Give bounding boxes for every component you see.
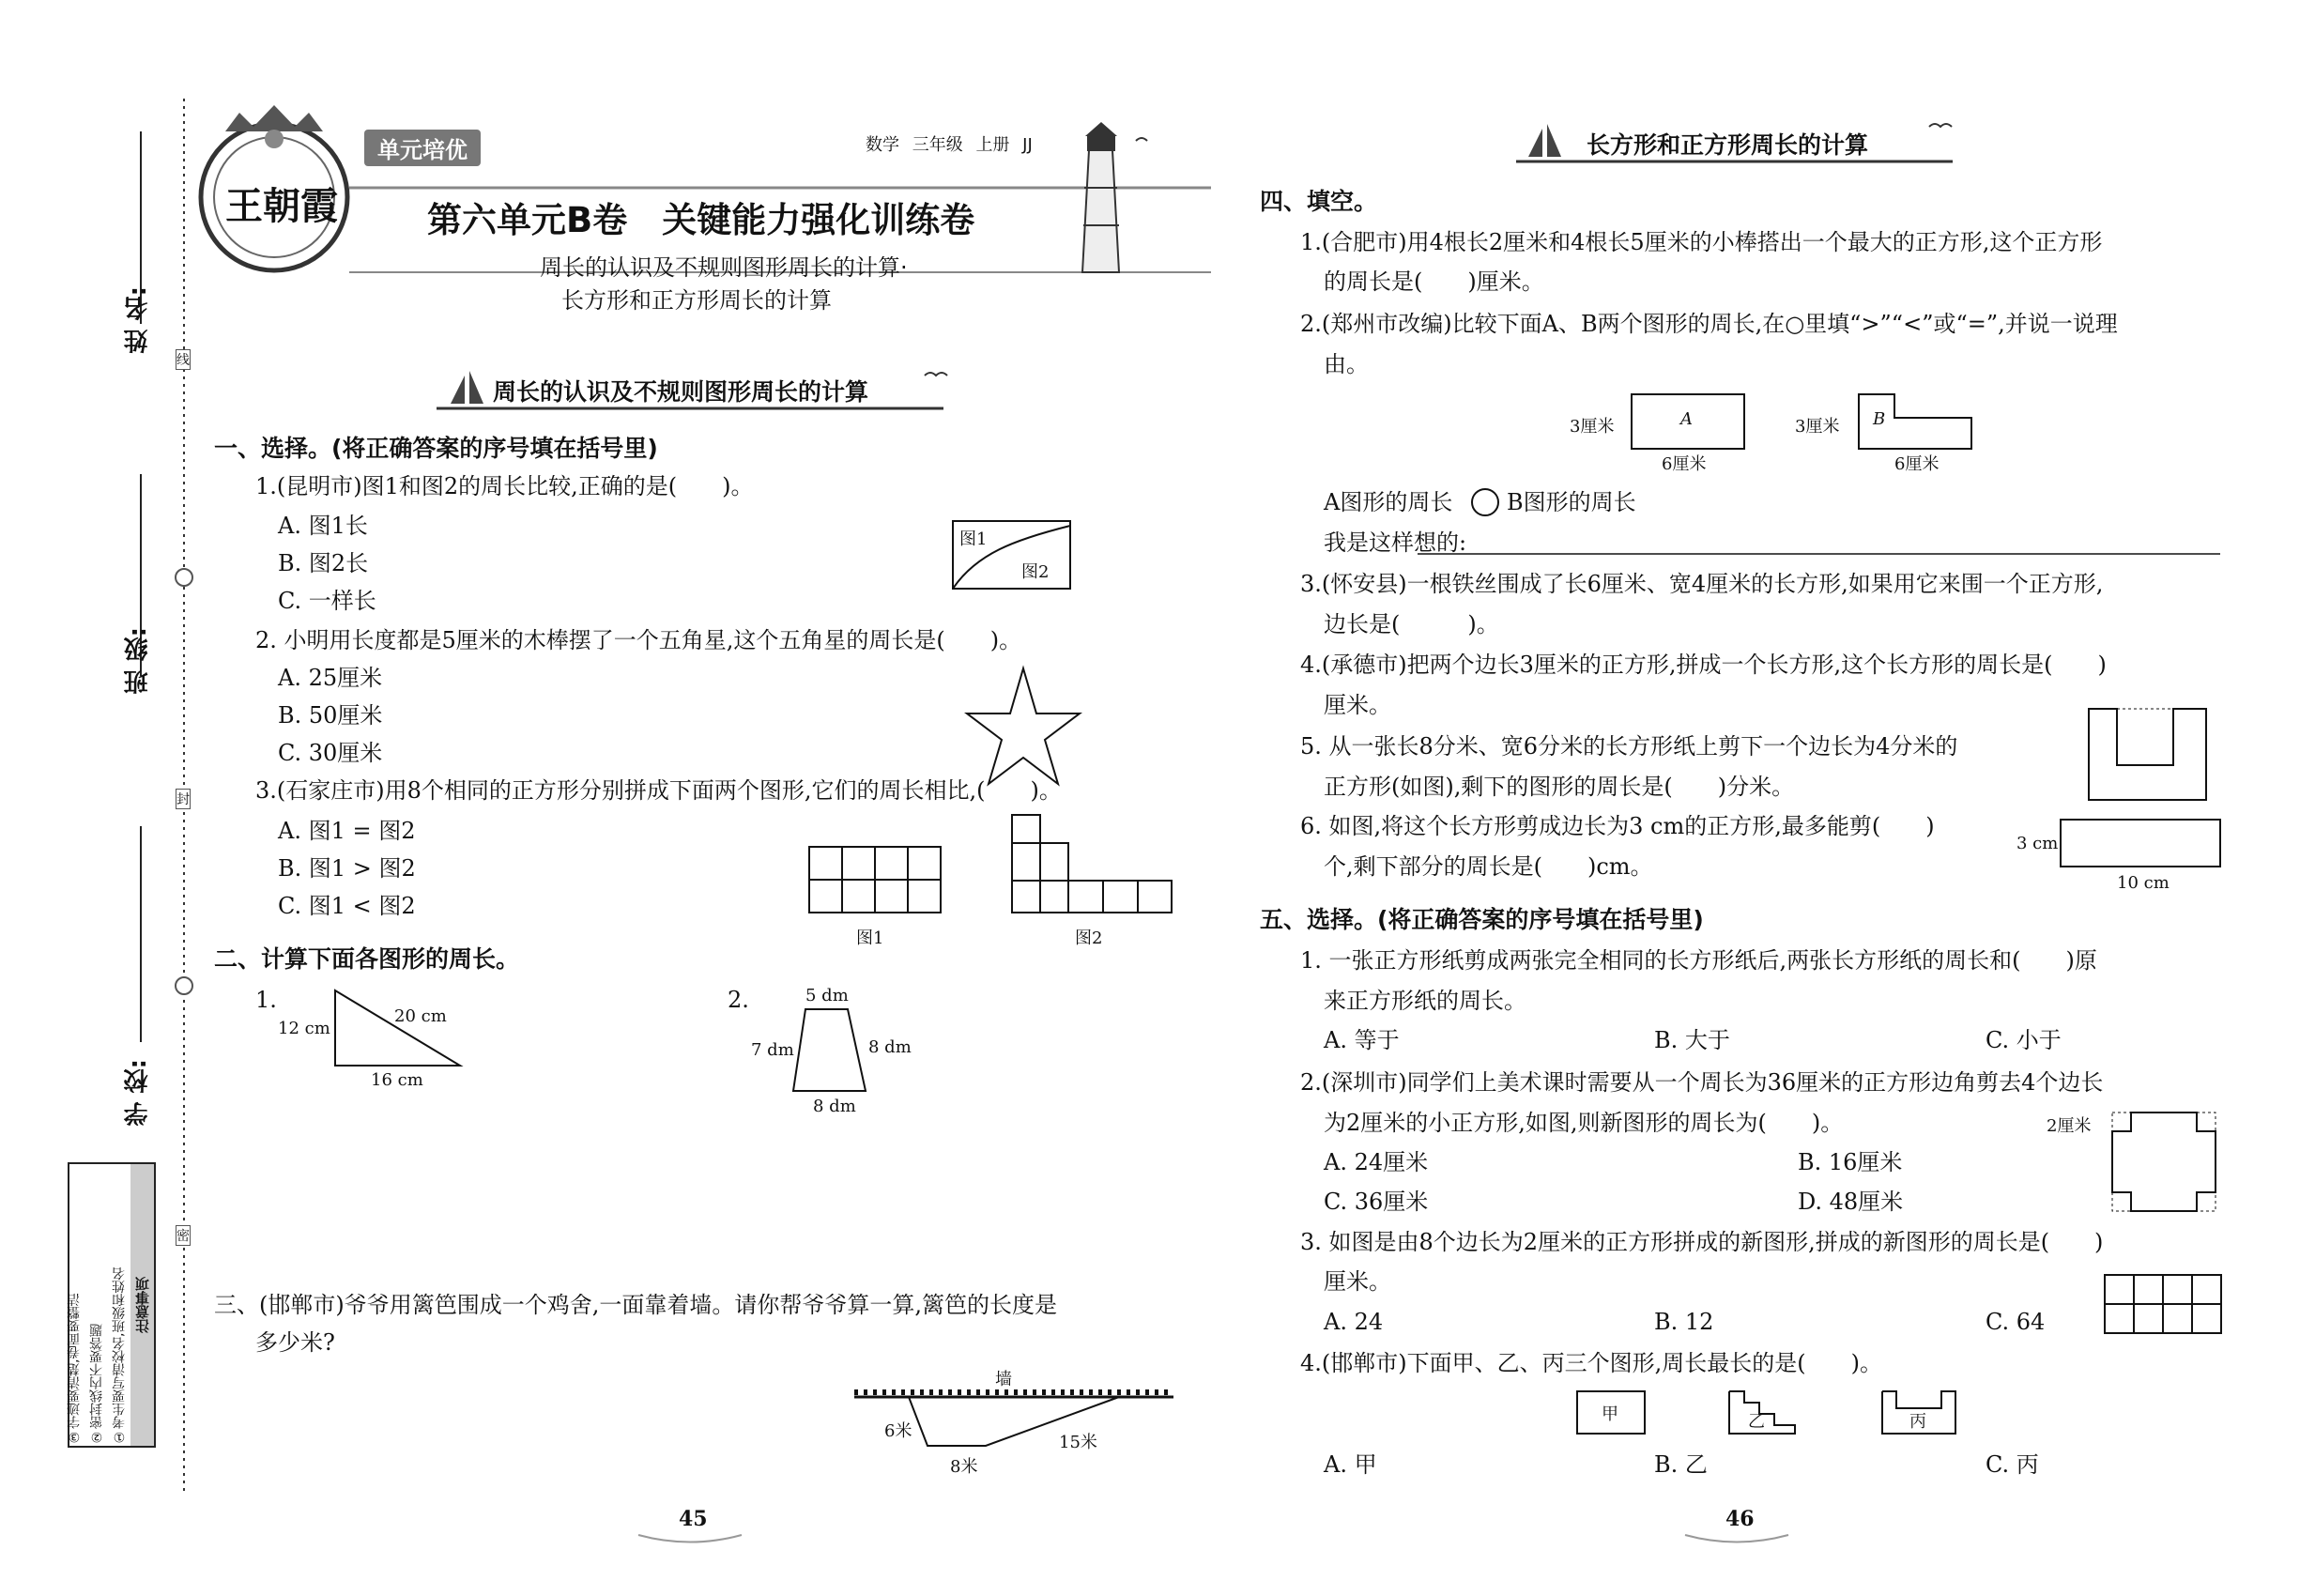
q1-option-b[interactable]: B. 图2长 bbox=[278, 550, 369, 576]
page-number-left: 45 bbox=[679, 1507, 708, 1531]
subtitle-1: 周长的认识及不规则图形周长的计算· bbox=[540, 254, 908, 281]
p3-option-b[interactable]: B. 12 bbox=[1654, 1309, 1714, 1335]
q1-fig1-label: 图1 bbox=[959, 529, 988, 549]
figure-b-label: B bbox=[1873, 409, 1886, 429]
header-meta: 数学 三年级 上册 JJ bbox=[866, 135, 1033, 155]
fill-4-line1: 4.(承德市)把两个边长3厘米的正方形,拼成一个长方形,这个长方形的周长是( ) bbox=[1300, 652, 2107, 678]
choice-4-line1: 4.(邯郸市)下面甲、乙、丙三个图形,周长最长的是( )。 bbox=[1300, 1350, 1882, 1376]
fill-6-width: 10 cm bbox=[2117, 873, 2170, 893]
fill-2-line1: 2.(郑州市改编)比较下面A、B两个图形的周长,在○里填“>”“<”或“=”,并说一说理 bbox=[1300, 311, 2118, 337]
section-3-line1: 三、(邯郸市)爷爷用篱笆围成一个鸡舍,一面靠着墙。请你帮爷爷算一算,篱笆的长度是 bbox=[214, 1292, 1057, 1318]
section-5-title: 五、选择。(将正确答案的序号填在括号里) bbox=[1260, 906, 1704, 933]
q1-option-c[interactable]: C. 一样长 bbox=[278, 588, 376, 614]
notice-3: ③字迹要清楚,卷面要整洁 bbox=[67, 1293, 82, 1444]
fill-6-line1: 6. 如图,将这个长方形剪成边长为3 cm的正方形,最多能剪( ) bbox=[1300, 813, 1935, 839]
trapezoid-top: 5 dm bbox=[805, 986, 849, 1005]
p1-option-c[interactable]: C. 小于 bbox=[1986, 1027, 2062, 1053]
q3-fig2-label: 图2 bbox=[1075, 928, 1103, 948]
name-label: 姓 名: bbox=[124, 286, 152, 354]
fill-5-line2: 正方形(如图),剩下的图形的周长是( )分米。 bbox=[1324, 774, 1795, 800]
notice-1: ①考生要写清校名,班级和姓名 bbox=[112, 1266, 127, 1444]
trapezoid-right: 8 dm bbox=[868, 1037, 912, 1057]
banner-left: 周长的认识及不规则图形周长的计算 bbox=[493, 378, 869, 406]
fill-1-line1: 1.(合肥市)用4根长2厘米和4根长5厘米的小棒搭出一个最大的正方形,这个正方形 bbox=[1300, 229, 2103, 255]
q2-option-a[interactable]: A. 25厘米 bbox=[278, 665, 383, 691]
notice-title: 注意事项 bbox=[130, 1164, 154, 1446]
notice-box bbox=[68, 1162, 156, 1448]
banner-right: 长方形和正方形周长的计算 bbox=[1587, 131, 1869, 159]
choice-2-line1: 2.(深圳市)同学们上美术课时需要从一个周长为36厘米的正方形边角剪去4个边长 bbox=[1300, 1069, 2104, 1096]
choice-3-line2: 厘米。 bbox=[1324, 1268, 1391, 1295]
p3-option-c[interactable]: C. 64 bbox=[1986, 1309, 2046, 1335]
choice-2-fig-label: 2厘米 bbox=[2047, 1116, 2092, 1136]
choice-3-line1: 3. 如图是由8个边长为2厘米的正方形拼成的新图形,拼成的新图形的周长是( ) bbox=[1300, 1229, 2104, 1255]
q3-option-c[interactable]: C. 图1 < 图2 bbox=[278, 893, 416, 919]
wall-label: 墙 bbox=[995, 1370, 1012, 1389]
p4-option-c[interactable]: C. 丙 bbox=[1986, 1451, 2039, 1478]
p2-option-d[interactable]: D. 48厘米 bbox=[1798, 1189, 1904, 1215]
compare-left: A图形的周长 bbox=[1324, 489, 1453, 515]
p2-option-b[interactable]: B. 16厘米 bbox=[1798, 1149, 1903, 1175]
q3-option-a[interactable]: A. 图1 = 图2 bbox=[278, 818, 416, 844]
p4-option-b[interactable]: B. 乙 bbox=[1654, 1451, 1708, 1478]
logo-text: 王朝霞 bbox=[225, 184, 338, 228]
p4-option-a[interactable]: A. 甲 bbox=[1324, 1451, 1377, 1478]
shape-jia: 甲 bbox=[1602, 1404, 1618, 1424]
fill-4-line2: 厘米。 bbox=[1324, 692, 1391, 718]
compare-circle-input[interactable] bbox=[1470, 487, 1500, 517]
choice-1-line1: 1. 一张正方形纸剪成两张完全相同的长方形纸后,两张长方形纸的周长和( )原 bbox=[1300, 947, 2097, 974]
q3-fig1-label: 图1 bbox=[856, 928, 884, 948]
p1-option-a[interactable]: A. 等于 bbox=[1324, 1027, 1400, 1053]
seal-mark-mid: 封 bbox=[176, 789, 191, 809]
fill-3-line1: 3.(怀安县)一根铁丝围成了长6厘米、宽4厘米的长方形,如果用它来围一个正方形, bbox=[1300, 571, 2104, 597]
page-number-right-decor bbox=[0, 0, 9, 9]
section-4-title: 四、填空。 bbox=[1260, 188, 1378, 215]
section-2-title: 二、计算下面各图形的周长。 bbox=[214, 945, 520, 973]
seal-mark-top: 线 bbox=[176, 349, 191, 370]
q3-option-b[interactable]: B. 图1 > 图2 bbox=[278, 855, 416, 882]
fill-3-line2: 边长是( )。 bbox=[1324, 611, 1499, 637]
q2-option-b[interactable]: B. 50厘米 bbox=[278, 702, 383, 729]
choice-1-line2: 来正方形纸的周长。 bbox=[1324, 988, 1526, 1014]
choice-2-line2: 为2厘米的小正方形,如图,则新图形的周长为( )。 bbox=[1324, 1110, 1844, 1136]
question-1: 1.(昆明市)图1和图2的周长比较,正确的是( )。 bbox=[255, 473, 754, 499]
seal-mark-bot: 密 bbox=[176, 1225, 191, 1246]
section-3-line2: 多少米? bbox=[255, 1329, 335, 1356]
fill-2-line2: 由。 bbox=[1324, 351, 1369, 377]
figure-b-width: 6厘米 bbox=[1894, 454, 1940, 474]
p2-option-c[interactable]: C. 36厘米 bbox=[1324, 1189, 1429, 1215]
series-label: 单元培优 bbox=[364, 130, 481, 166]
calc-2-number: 2. bbox=[728, 987, 749, 1013]
class-label: 班 级: bbox=[124, 627, 152, 695]
fence-8m: 8米 bbox=[950, 1457, 978, 1477]
compare-right: B图形的周长 bbox=[1507, 489, 1636, 515]
q1-fig2-label: 图2 bbox=[1021, 562, 1050, 582]
figure-b-height: 3厘米 bbox=[1795, 417, 1840, 437]
shape-yi: 乙 bbox=[1748, 1412, 1765, 1432]
triangle-side-a: 12 cm bbox=[278, 1019, 330, 1038]
subtitle-2: 长方形和正方形周长的计算 bbox=[561, 287, 832, 314]
fill-6-line2: 个,剩下部分的周长是( )cm。 bbox=[1324, 853, 1653, 880]
p3-option-a[interactable]: A. 24 bbox=[1324, 1309, 1384, 1335]
school-label: 学 校: bbox=[124, 1059, 152, 1127]
page-title: 第六单元B卷 关键能力强化训练卷 bbox=[427, 200, 975, 240]
triangle-side-c: 16 cm bbox=[371, 1070, 423, 1090]
figure-a-label: A bbox=[1680, 409, 1693, 429]
q2-option-c[interactable]: C. 30厘米 bbox=[278, 740, 383, 766]
page-number-right: 46 bbox=[1725, 1507, 1755, 1531]
fill-6-height: 3 cm bbox=[2016, 834, 2059, 853]
q1-option-a[interactable]: A. 图1长 bbox=[278, 513, 368, 539]
trapezoid-left: 7 dm bbox=[751, 1040, 794, 1060]
triangle-side-b: 20 cm bbox=[394, 1006, 447, 1026]
p1-option-b[interactable]: B. 大于 bbox=[1654, 1027, 1730, 1053]
notice-2: ②密封线内不要答题 bbox=[89, 1324, 104, 1444]
question-2: 2. 小明用长度都是5厘米的木棒摆了一个五角星,这个五角星的周长是( )。 bbox=[255, 627, 1022, 653]
question-3: 3.(石家庄市)用8个相同的正方形分别拼成下面两个图形,它们的周长相比,( )。 bbox=[255, 777, 1062, 804]
fill-5-line1: 5. 从一张长8分米、宽6分米的长方形纸上剪下一个边长为4分米的 bbox=[1300, 733, 1958, 760]
trapezoid-bottom: 8 dm bbox=[813, 1097, 856, 1116]
section-1-title: 一、选择。(将正确答案的序号填在括号里) bbox=[214, 435, 658, 462]
fence-6m: 6米 bbox=[884, 1421, 912, 1441]
calc-1-number: 1. bbox=[255, 987, 277, 1013]
figure-a-height: 3厘米 bbox=[1570, 417, 1615, 437]
fence-15m: 15米 bbox=[1059, 1433, 1097, 1452]
shape-bing: 丙 bbox=[1909, 1412, 1926, 1432]
p2-option-a[interactable]: A. 24厘米 bbox=[1324, 1149, 1429, 1175]
reason-label: 我是这样想的: bbox=[1324, 529, 1467, 556]
fill-1-line2: 的周长是( )厘米。 bbox=[1324, 269, 1544, 295]
figure-a-width: 6厘米 bbox=[1662, 454, 1707, 474]
